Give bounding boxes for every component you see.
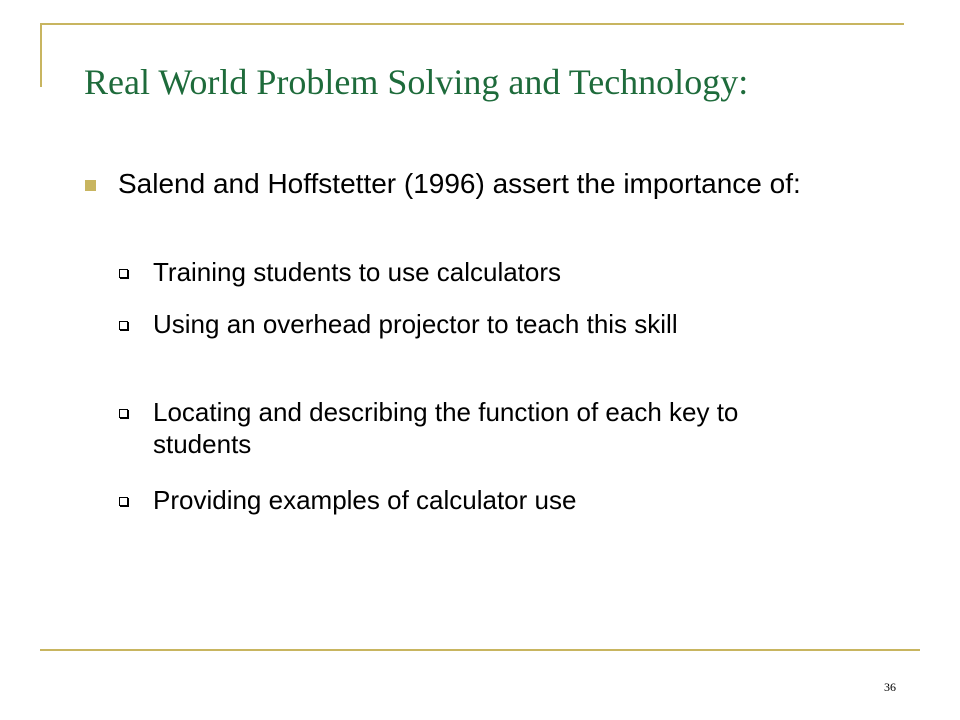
hollow-square-bullet-icon [119, 497, 128, 506]
hollow-square-bullet-icon [119, 269, 128, 278]
slide-title: Real World Problem Solving and Technology: [84, 62, 749, 102]
frame-bottom-line [40, 649, 920, 651]
page-number: 36 [884, 680, 896, 694]
hollow-square-bullet-icon [119, 409, 128, 418]
sub-bullet-text: Locating and describing the function of each key to students [153, 397, 739, 459]
sub-bullet-text: Providing examples of calculator use [153, 485, 577, 515]
square-bullet-icon [85, 180, 96, 191]
sub-bullet-text: Using an overhead projector to teach this skill [153, 309, 678, 339]
sub-bullet-text: Training students to use calculators [153, 257, 562, 287]
hollow-square-bullet-icon [119, 321, 128, 330]
main-bullet-text: Salend and Hoffstetter (1996) assert the importance of: [118, 168, 801, 199]
